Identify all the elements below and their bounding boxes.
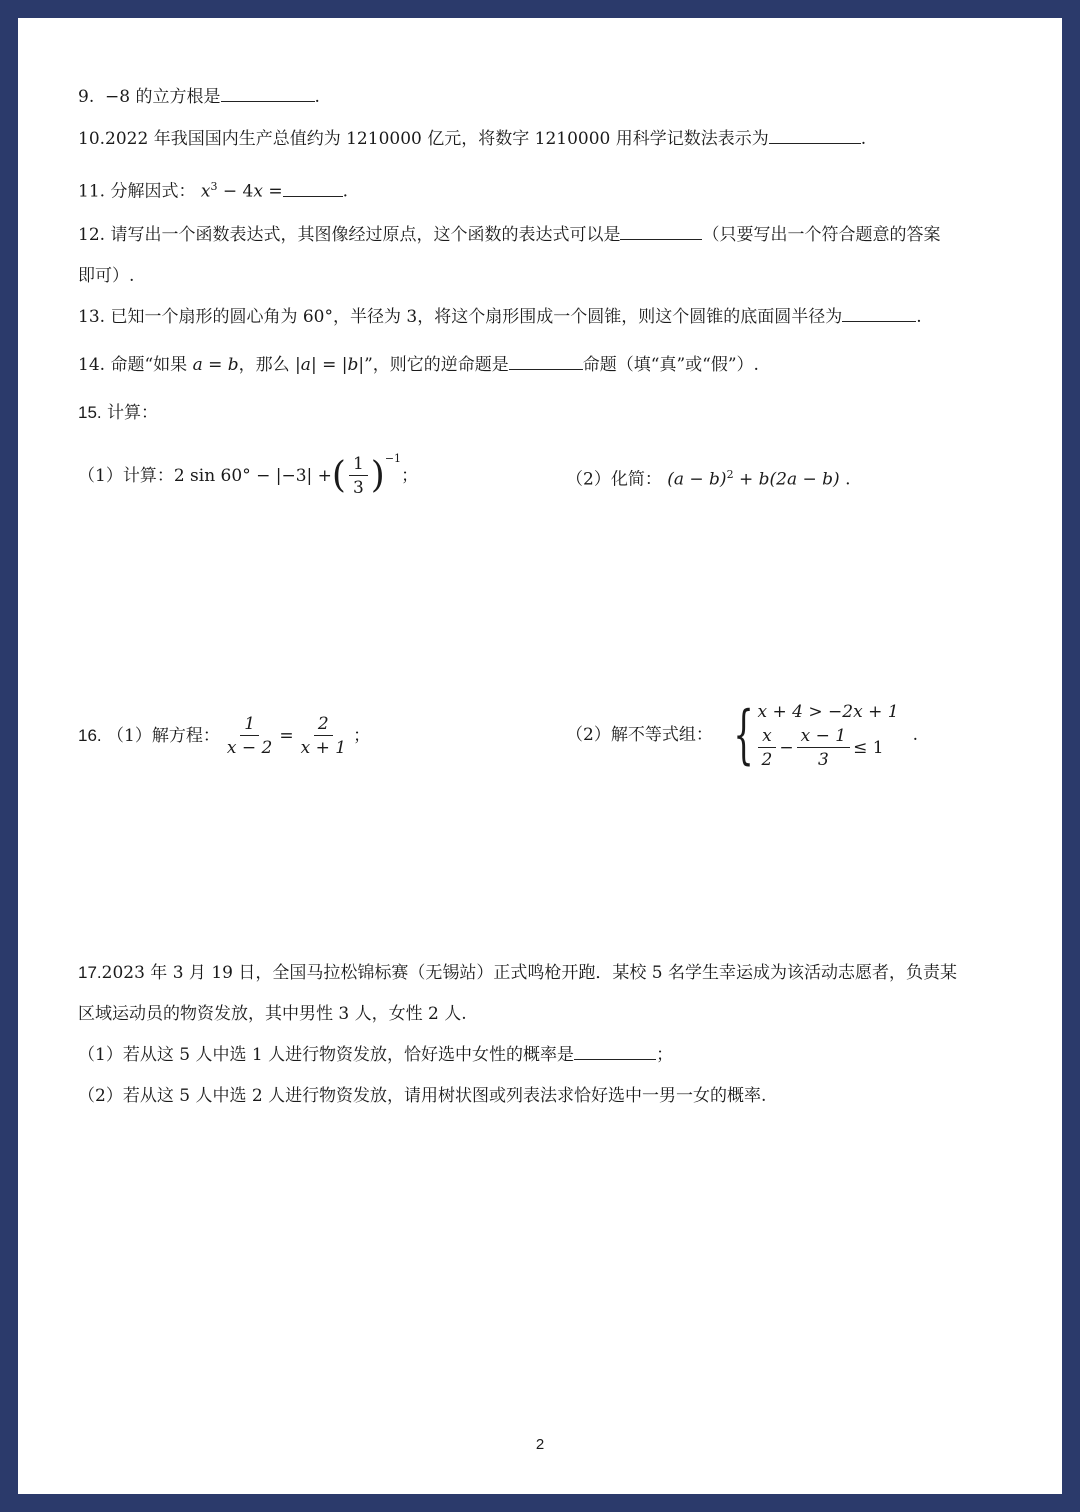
paren-left: ( xyxy=(331,455,346,496)
math-term: − 4 xyxy=(217,181,254,202)
math-equals: | = | xyxy=(310,355,348,375)
period: . xyxy=(916,307,922,327)
math-var: x xyxy=(200,181,211,202)
math-var: a xyxy=(300,355,311,375)
part-text: （1）若从这 5 人中选 1 人进行物资发放，恰好选中女性的概率是 xyxy=(78,1045,575,1065)
fraction-denominator: 3 xyxy=(352,477,364,498)
math-equals: = xyxy=(262,181,283,202)
exam-page xyxy=(18,18,1062,1494)
question-number: 16. xyxy=(78,726,102,745)
question-text: 2022 年我国国内生产总值约为 1210000 亿元，将数字 1210000 用科学记数法表示为 xyxy=(105,129,769,149)
period: . xyxy=(314,87,320,107)
question-16-part-2 xyxy=(566,690,918,780)
fraction xyxy=(223,713,276,760)
question-13 xyxy=(78,306,922,328)
question-text: −8 的立方根是 xyxy=(105,87,221,107)
question-number: 11. xyxy=(78,181,106,202)
inequality-2 xyxy=(758,725,899,772)
fraction-numerator: 1 xyxy=(240,713,259,736)
fraction xyxy=(758,725,777,772)
answer-blank xyxy=(509,355,583,370)
math-equals: = xyxy=(202,355,228,375)
math-le: ≤ 1 xyxy=(853,738,884,758)
math-var: b xyxy=(347,355,359,375)
question-12 xyxy=(78,224,940,246)
math-exponent: 2 xyxy=(726,468,734,481)
question-number: 14. xyxy=(78,355,106,375)
math-var: a xyxy=(192,355,203,375)
answer-blank xyxy=(620,225,702,240)
page-number: 2 xyxy=(535,1436,545,1453)
question-text: 2023 年 3 月 19 日，全国马拉松锦标赛（无锡站）正式鸣枪开跑．某校 5 名学生幸运成为该活动志愿者，负责某 xyxy=(101,963,957,983)
question-number: 13. xyxy=(78,307,106,327)
fraction-denominator: 3 xyxy=(817,749,829,770)
punctuation: ； xyxy=(401,466,419,486)
part-label: （1）解方程： xyxy=(107,726,220,746)
question-number: 15. xyxy=(78,403,102,422)
punctuation: ； xyxy=(656,1045,674,1065)
question-11 xyxy=(78,176,348,203)
period: . xyxy=(845,469,851,490)
inequality-system xyxy=(758,699,899,772)
answer-blank xyxy=(769,129,861,144)
question-text: 命题（填“真”或“假”）. xyxy=(582,355,759,375)
question-15-part-2 xyxy=(566,464,850,491)
fraction-numerator: x xyxy=(758,725,776,748)
math-expression: 2 sin 60° − |−3| + xyxy=(173,466,332,486)
math-var: b xyxy=(227,355,239,375)
math-exponent: −1 xyxy=(384,452,402,465)
question-text: 分解因式： xyxy=(110,181,196,202)
fraction-denominator: x + 1 xyxy=(300,737,347,758)
question-text: 已知一个扇形的圆心角为 60°，半径为 3，将这个扇形围成一个圆锥，则这个圆锥的底面圆半径为 xyxy=(110,307,843,327)
part-label: （1）计算： xyxy=(78,466,174,486)
fraction-denominator: 2 xyxy=(761,749,773,770)
math-minus: − xyxy=(779,738,794,758)
period: . xyxy=(342,181,348,202)
question-number: 17. xyxy=(78,963,102,982)
period: . xyxy=(860,129,867,149)
part-label: （2）化简： xyxy=(566,469,662,490)
math-expression: (a − b) xyxy=(667,469,727,490)
question-17-line2: 区域运动员的物资发放，其中男性 3 人，女性 2 人. xyxy=(78,1004,467,1024)
paren-right: ) xyxy=(370,455,385,496)
question-text: 请写出一个函数表达式，其图像经过原点，这个函数的表达式可以是 xyxy=(110,225,621,245)
question-note: （只要写出一个符合题意的答案 xyxy=(702,225,941,245)
question-text: ，那么 | xyxy=(238,355,301,375)
question-number: 9. xyxy=(78,87,95,107)
math-exponent: 3 xyxy=(210,180,218,193)
brace-left: { xyxy=(733,698,754,772)
question-17-part-2: （2）若从这 5 人中选 2 人进行物资发放，请用树状图或列表法求恰好选中一男一女的概率. xyxy=(78,1086,767,1106)
question-15-part-1 xyxy=(78,446,418,506)
answer-blank xyxy=(842,307,916,322)
period: . xyxy=(912,725,918,745)
punctuation: ； xyxy=(353,726,371,746)
inequality-1: x + 4 > −2x + 1 xyxy=(757,701,899,722)
fraction-numerator: 1 xyxy=(349,453,368,476)
question-16-part-1 xyxy=(78,708,370,764)
question-9 xyxy=(78,86,320,108)
fraction-denominator: x − 2 xyxy=(226,737,273,758)
question-15 xyxy=(78,402,158,424)
fraction xyxy=(349,453,368,500)
fraction-numerator: x − 1 xyxy=(797,725,850,748)
question-17 xyxy=(78,962,957,984)
part-label: （2）解不等式组： xyxy=(566,725,713,745)
question-12-line2: 即可）. xyxy=(78,266,135,286)
fraction xyxy=(297,713,350,760)
question-text: 命题“如果 xyxy=(110,355,193,375)
answer-blank xyxy=(283,182,343,197)
fraction-numerator: 2 xyxy=(314,713,333,736)
question-10 xyxy=(78,128,866,150)
question-text: 计算： xyxy=(107,403,159,423)
question-14 xyxy=(78,354,759,376)
math-var: x xyxy=(253,181,263,202)
math-equals: = xyxy=(279,726,294,746)
answer-blank xyxy=(221,87,315,102)
question-number: 12. xyxy=(78,225,106,245)
math-expression: + b(2a − b) xyxy=(733,469,840,490)
question-17-part-1 xyxy=(78,1044,673,1066)
question-number: 10. xyxy=(78,129,106,149)
fraction xyxy=(797,725,850,772)
answer-blank xyxy=(574,1045,656,1060)
question-text: |”，则它的逆命题是 xyxy=(358,355,509,375)
